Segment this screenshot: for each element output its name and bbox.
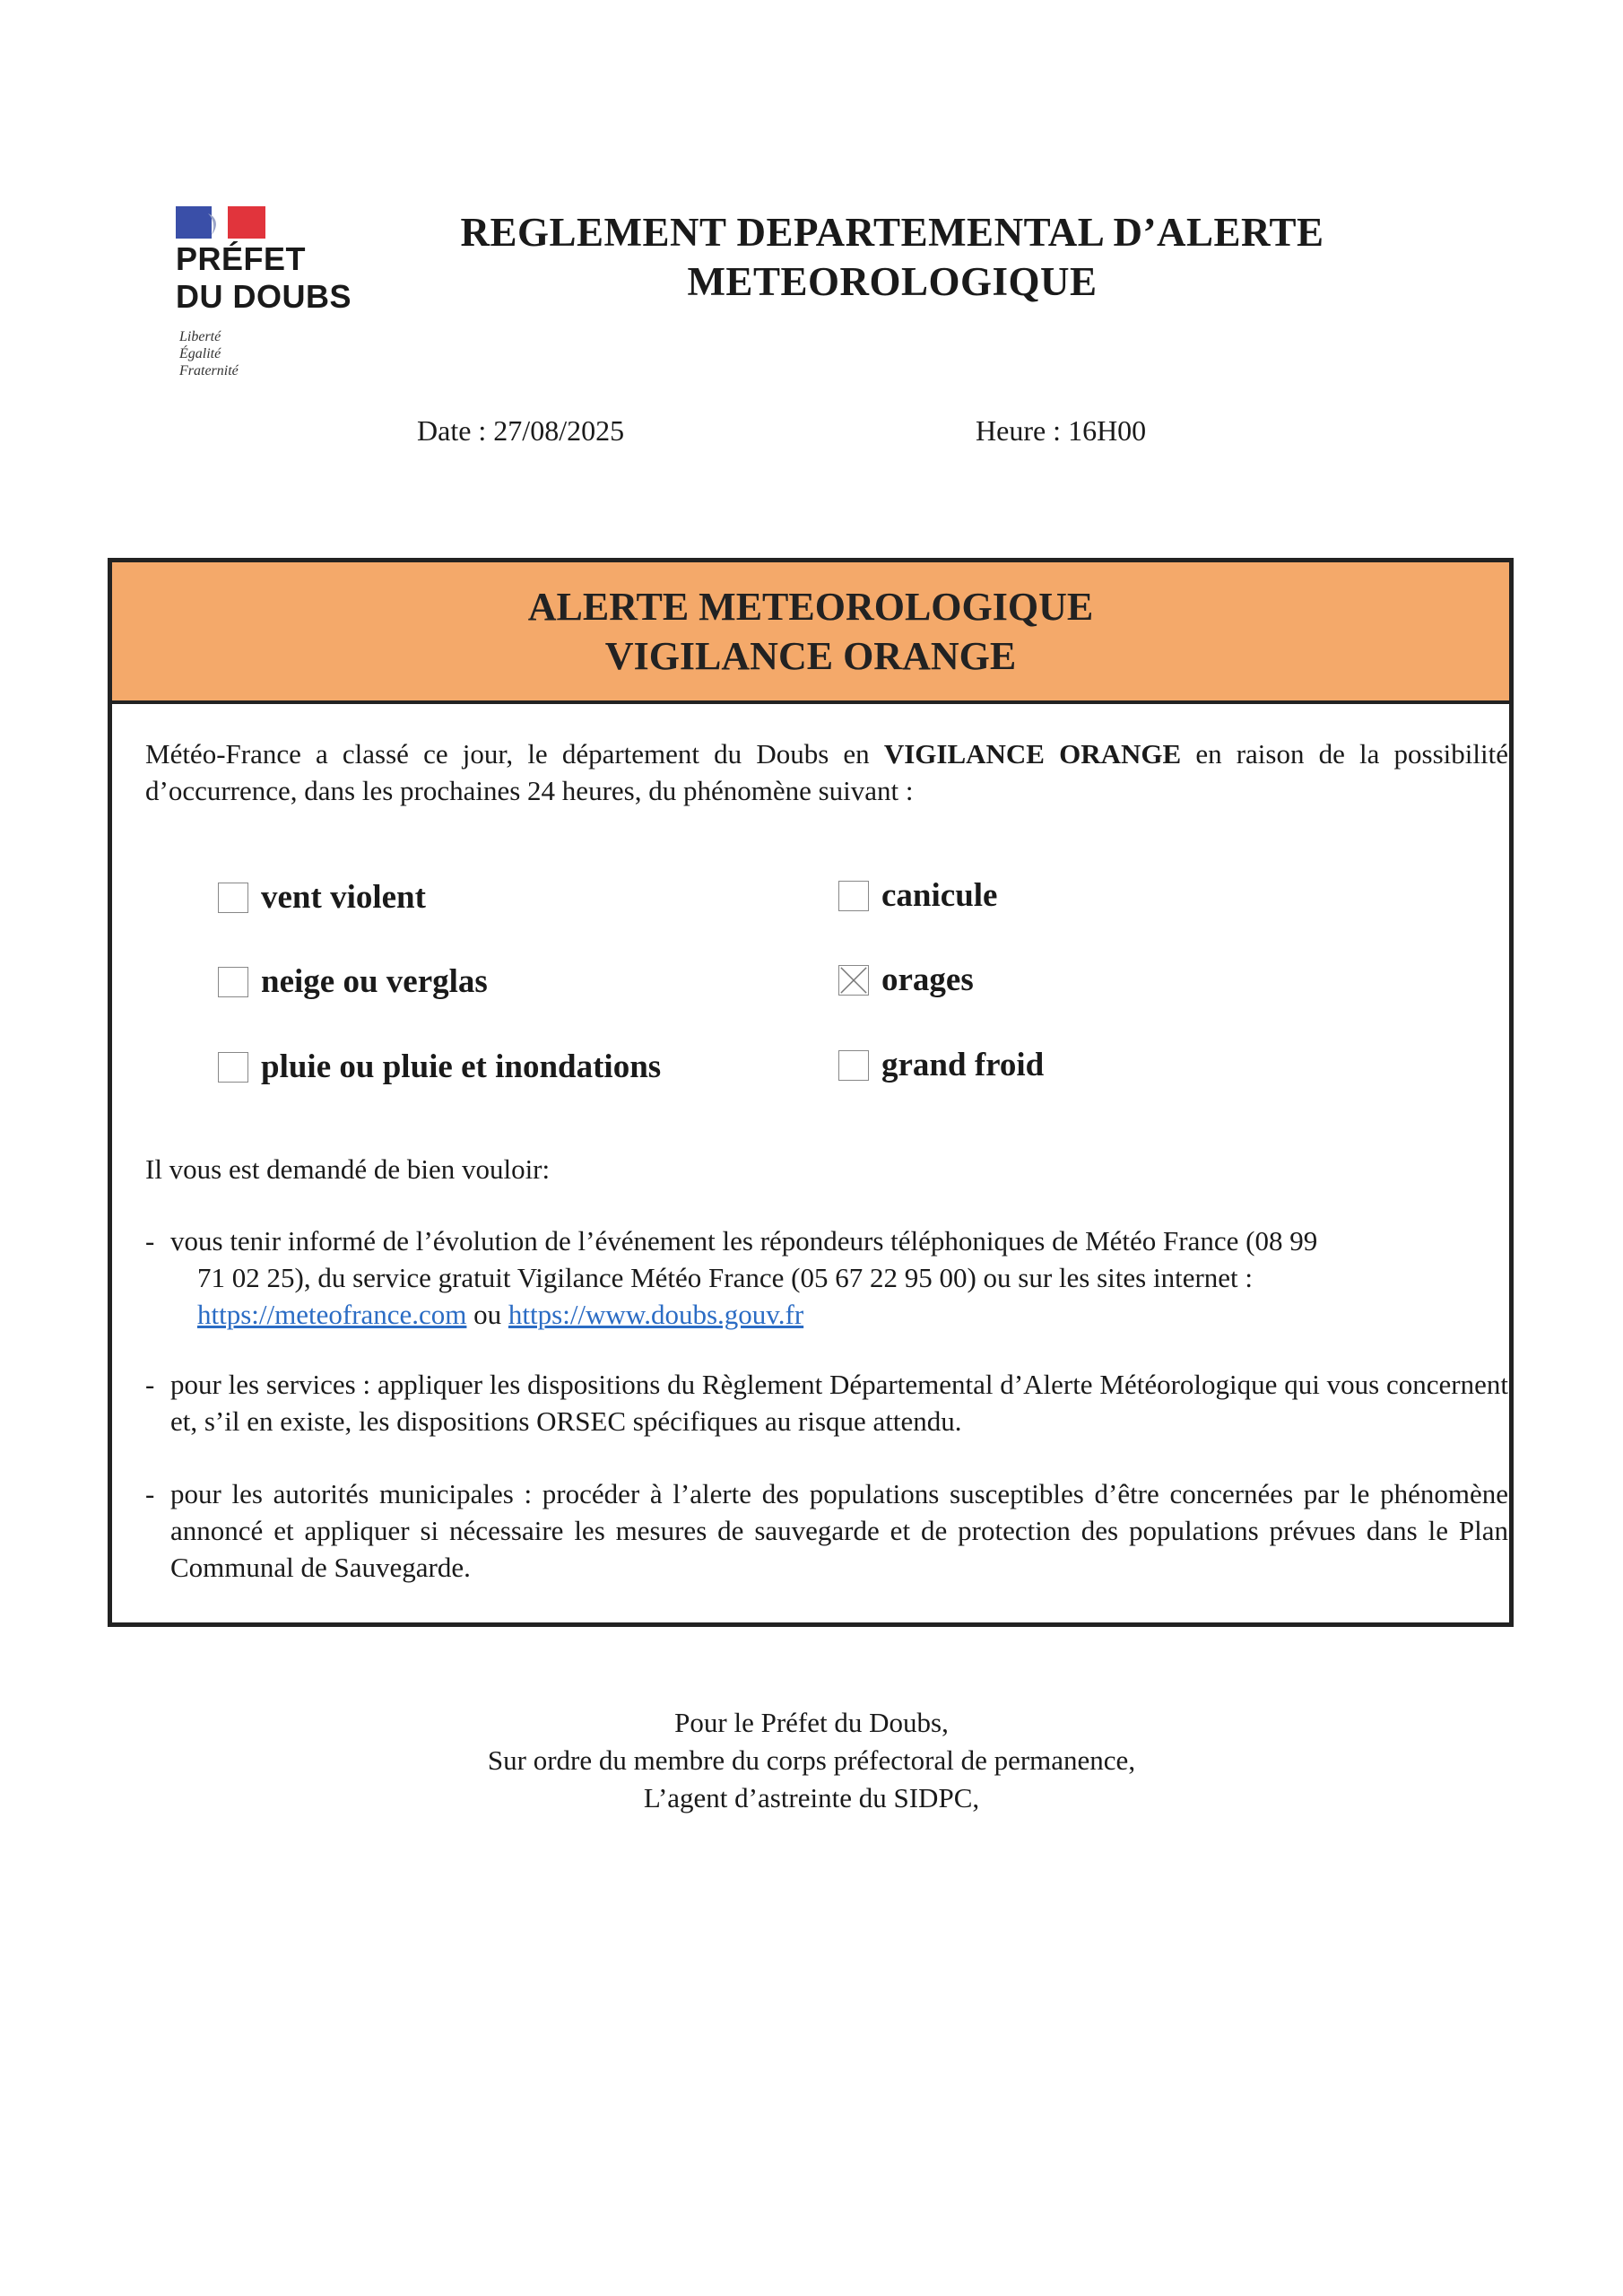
phenomenon-pluie-inondations[interactable] xyxy=(218,1048,661,1087)
logo-motto xyxy=(176,328,391,379)
link-meteofrance[interactable]: https://meteofrance.com xyxy=(197,1299,467,1330)
title-line2: METEOROLOGIQUE xyxy=(687,259,1098,304)
link-doubs-gouv[interactable]: https://www.doubs.gouv.fr xyxy=(508,1299,804,1330)
motto-egalite: Égalité xyxy=(179,346,221,361)
link-separator: ou xyxy=(466,1299,508,1330)
banner-line1: ALERTE METEOROLOGIQUE xyxy=(527,585,1094,629)
logo-line2: DU DOUBS xyxy=(176,278,352,315)
checkbox-pluie-inondations[interactable] xyxy=(218,1052,248,1083)
title-line1: REGLEMENT DEPARTEMENTAL D’ALERTE xyxy=(460,210,1324,255)
bullet-3-text: pour les autorités municipales : procéder à l’alerte des populations susceptibles d’être concernées par le phénomène annoncé et appliquer si nécessaire les mesures de sauvegarde et de protection des populations prévues dans le Plan Communal de Sauvegarde. xyxy=(170,1478,1508,1583)
bullet-1-line1: vous tenir informé de l’évolution de l’événement les répondeurs téléphoniques de Météo France (08 99 xyxy=(170,1225,1318,1257)
intro-paragraph xyxy=(145,735,1508,809)
instruction-bullet-2 xyxy=(145,1366,1508,1439)
checkmark-x-icon xyxy=(839,966,868,995)
bullet-2-text: pour les services : appliquer les dispositions du Règlement Départemental d’Alerte Météorologique qui vous concernent et, s’il en existe, les dispositions ORSEC spécifiques au risque attendu. xyxy=(170,1369,1508,1437)
phenomenon-neige-verglas[interactable] xyxy=(218,962,488,1002)
instruction-bullet-1 xyxy=(145,1222,1508,1333)
instruction-bullet-3 xyxy=(145,1475,1508,1586)
checkbox-neige-verglas[interactable] xyxy=(218,967,248,997)
motto-fraternite: Fraternité xyxy=(179,363,239,378)
bullet-1-text xyxy=(170,1222,1508,1333)
intro-bold: VIGILANCE ORANGE xyxy=(883,738,1182,770)
prefecture-logo xyxy=(176,204,391,379)
label-vent-violent: vent violent xyxy=(261,879,426,916)
checkbox-orages-checked[interactable] xyxy=(838,965,869,996)
intro-before: Météo-France a classé ce jour, le département du Doubs en xyxy=(145,738,884,770)
phenomenon-orages[interactable] xyxy=(838,961,974,1000)
checkbox-vent-violent[interactable] xyxy=(218,883,248,913)
label-canicule: canicule xyxy=(881,877,998,914)
signature-line1: Pour le Préfet du Doubs, xyxy=(674,1707,949,1738)
checkbox-canicule[interactable] xyxy=(838,881,869,911)
marianne-flag-icon xyxy=(176,204,265,240)
document-title xyxy=(377,208,1408,307)
bullet-dash: - xyxy=(145,1225,155,1257)
phenomenon-canicule[interactable] xyxy=(838,876,997,916)
time-label: Heure : 16H00 xyxy=(976,414,1147,447)
label-pluie-inondations: pluie ou pluie et inondations xyxy=(261,1048,662,1085)
bullet-dash: - xyxy=(145,1369,155,1400)
checkbox-grand-froid[interactable] xyxy=(838,1050,869,1081)
signature-line2: Sur ordre du membre du corps préfectoral de permanence, xyxy=(487,1744,1136,1776)
banner-line2: VIGILANCE ORANGE xyxy=(604,634,1017,678)
date-label: Date : 27/08/2025 xyxy=(417,414,625,447)
alert-banner xyxy=(112,562,1509,704)
alert-box xyxy=(108,558,1514,1627)
signature-block xyxy=(377,1704,1246,1817)
intro-after: en raison de la possibilité d’occurrence, dans les prochaines 24 heures, du phénomène suivant : xyxy=(145,738,1508,806)
label-neige-verglas: neige ou verglas xyxy=(261,963,488,1000)
label-orages: orages xyxy=(881,961,974,998)
bullet-dash: - xyxy=(145,1478,155,1509)
bullet-1-line2: 71 02 25), du service gratuit Vigilance Météo France (05 67 22 95 00) ou sur les sites internet : xyxy=(197,1262,1254,1293)
phenomenon-vent-violent[interactable] xyxy=(218,878,426,918)
label-grand-froid: grand froid xyxy=(881,1047,1045,1083)
motto-liberte: Liberté xyxy=(179,329,221,344)
request-heading: Il vous est demandé de bien vouloir: xyxy=(145,1153,551,1185)
signature-line3: L’agent d’astreinte du SIDPC, xyxy=(643,1782,980,1813)
logo-line1: PRÉFET xyxy=(176,240,307,277)
phenomenon-grand-froid[interactable] xyxy=(838,1046,1044,1085)
